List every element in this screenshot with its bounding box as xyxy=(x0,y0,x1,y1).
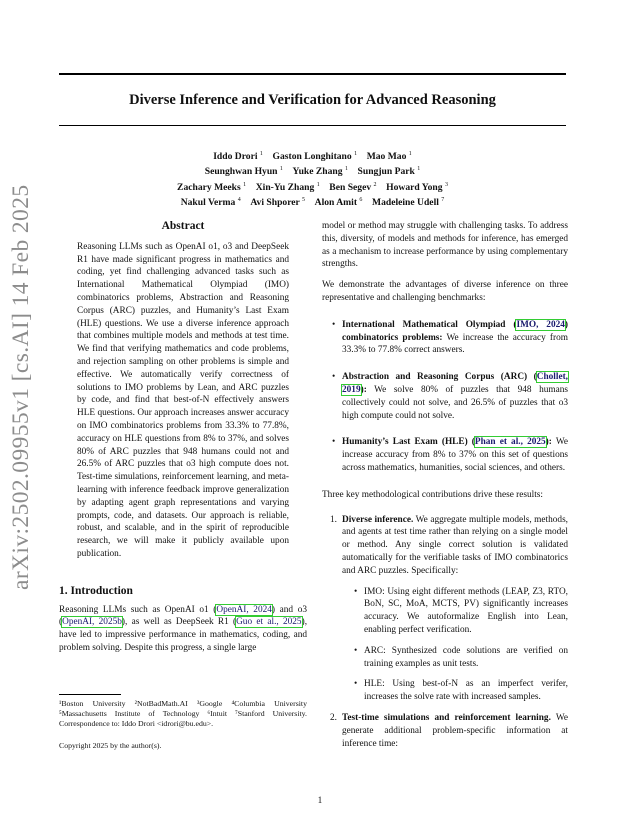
bullet-icon: • xyxy=(354,679,358,690)
author-name: Yuke Zhang $^1$ xyxy=(292,166,348,178)
author-name: Seunghwan Hyun $^1$ xyxy=(204,166,283,178)
affiliation-marker: 6 xyxy=(359,196,363,203)
affiliations-footnote: ¹Boston University ²NotBadMath.AI ³Google ⁴Columbia University ⁵Massachusetts Institute of Technology ⁶Intuit ⁷Stanford University. Correspondence to: Iddo Drori <idrori@bu.edu>. xyxy=(59,699,307,729)
paragraph: We demonstrate the advantages of diverse inference on three representative and challenging benchmarks: xyxy=(322,280,568,303)
affiliation-marker: 2 xyxy=(373,181,377,188)
list-item: • Humanity’s Last Exam (HLE) (Phan et al., 2025): We increase accuracy from 8% to 37% on this set of questions across mathematics, humanities, social sciences, and others. xyxy=(332,437,568,473)
paper-title: Diverse Inference and Verification for Advanced Reasoning xyxy=(129,92,496,108)
author-name: Madeleine Udell $^7$ xyxy=(372,196,445,208)
author-name: Mao Mao $^1$ xyxy=(366,151,412,163)
footnote-rule xyxy=(59,694,121,695)
bullet-icon: • xyxy=(332,372,336,383)
intro-heading: 1. Introduction xyxy=(59,584,133,597)
author-name: Alon Amit $^6$ xyxy=(314,196,363,208)
right-column xyxy=(322,220,568,758)
list-item: • HLE: Using best-of-N as an imperfect verifer, increases the solve rate with increased samples. xyxy=(354,679,568,703)
affiliation-marker: 1 xyxy=(417,166,421,173)
arxiv-identifier: arXiv:2502.09955v1 [cs.AI] 14 Feb 2025 xyxy=(8,184,34,590)
list-number: 1. xyxy=(330,514,337,525)
list-item: • International Mathematical Olympiad (IMO, 2024) combinatorics problems: We increase the accuracy from 33.3% to 77.8% correct answers. xyxy=(332,319,569,356)
affiliation-marker: 3 xyxy=(444,181,448,188)
list-item: • IMO: Using eight different methods (LEAP, Z3, RTO, BoN, SC, MoA, MCTS, PV) significantly increases accuracy. We autoformalize English into Lean, enabling perfect verification. xyxy=(354,586,568,635)
author-name: Howard Yong $^3$ xyxy=(386,181,448,193)
author-name: Xin-Yu Zhang $^1$ xyxy=(255,181,320,193)
author-line xyxy=(90,148,535,163)
author-name: Zachary Meeks $^1$ xyxy=(177,181,247,193)
sub-list xyxy=(342,586,568,704)
citation-link[interactable]: OpenAI, 2024 xyxy=(216,604,272,615)
author-line xyxy=(90,163,535,178)
abstract-text: Reasoning LLMs such as OpenAI o1, o3 and DeepSeek R1 have made significant progress in mathematics and coding, yet find challenging advanced tasks such as International Mathematical Olympiad (IMO) combinatorics problems, Abstraction and Reasoning Corpus (ARC) puzzles, and Humanity’s Last Exam (HLE) questions. We use a diverse inference approach that combines multiple models and methods at test time. We find that verifying mathematics and code problems, and rejection sampling on other problems is simple and effective. We automatically verify correctness of solutions to IMO problems by Lean, and ARC puzzles by code, and find that best-of-N effectively answers HLE questions. Our approach increases answer accuracy on IMO combinatorics problems from 33.3% to 77.8%, accuracy on HLE questions from 8% to 37%, and solves 80% of ARC puzzles that 948 humans could not and 26.5% of ARC puzzles that o3 high compute does not. Test-time simulations, reinforcement learning, and meta-learning with inference feedback improve generalization by adapting agent graph representations and varying prompts, code, and datasets. Our approach is reliable, robust, and scalable, and in the spirit of reproducible research, we will make it publicly available upon publication. xyxy=(77,241,289,559)
author-list xyxy=(90,148,535,209)
affiliation-marker: 1 xyxy=(354,151,358,157)
affiliation-marker: 1 xyxy=(279,166,283,173)
affiliation-marker: 1 xyxy=(408,151,412,157)
paragraph: model or method may struggle with challenging tasks. To address this, diversity, of models and methods for inference, has emerged as a mechanism to increase performance by using complementary strengths. xyxy=(322,221,568,270)
list-item: • ARC: Synthesized code solutions are verified on training examples as unit tests. xyxy=(354,645,568,669)
top-rule-thin xyxy=(59,125,566,126)
affiliation-marker: 1 xyxy=(344,166,348,173)
list-item: 1. Diverse inference. We aggregate multiple models, methods, and agents at test time rather than relying on a single model or method. Any single correct solution is validated automatically for the verifiable tasks of IMO combinatorics and ARC puzzles. Specifically: • IMO: Using eight different methods (LEAP, Z3, RTO, BoN, SC, MoA, MCTS, PV) significantly increases accuracy. We autoformalize English into Lean, enabling perfect verification. • ARC: Synthesized code solutions are verified on training examples as unit tests. • HLE: Using best-of-N as an imperfect verifer, increases the solve rate with increased samples. xyxy=(330,514,569,703)
paragraph: Three key methodological contributions drive these results: xyxy=(322,489,544,500)
citation-link[interactable]: Phan et al., 2025 xyxy=(474,437,546,448)
intro-paragraph: Reasoning LLMs such as OpenAI o1 (OpenAI, 2024) and o3 (OpenAI, 2025b), as well as DeepSeek R1 (Guo et al., 2025), have led to impressive performance in mathematics, coding, and problem solving. Despite this progress, a single large xyxy=(59,604,308,653)
contribution-list xyxy=(322,514,568,751)
author-name: Ben Segev $^2$ xyxy=(329,181,377,193)
author-line xyxy=(90,194,535,209)
bullet-icon: • xyxy=(354,586,358,597)
bullet-icon: • xyxy=(354,645,358,656)
bullet-icon: • xyxy=(332,437,336,448)
page-number: 1 xyxy=(317,796,323,806)
citation-link[interactable]: Guo et al., 2025 xyxy=(236,617,302,628)
abstract-heading: Abstract xyxy=(161,220,205,232)
affiliation-marker: 5 xyxy=(302,196,306,203)
left-column xyxy=(59,220,307,655)
bullet-icon: • xyxy=(332,319,336,330)
affiliation-marker: 7 xyxy=(441,196,445,203)
author-name: Nakul Verma $^4$ xyxy=(180,196,241,208)
affiliation-marker: 4 xyxy=(237,196,241,203)
top-rule-thick xyxy=(59,73,566,75)
list-item: • Abstraction and Reasoning Corpus (ARC) (Chollet, 2019): We solve 80% of puzzles that 948 humans collectively could not solve, and 26.5% of puzzles that o3 high compute could not solve. xyxy=(332,372,568,421)
benchmark-list xyxy=(322,319,568,475)
citation-link[interactable]: Chollet, 2019 xyxy=(342,372,568,395)
affiliation-marker: 1 xyxy=(316,181,320,188)
copyright-notice: Copyright 2025 by the author(s). xyxy=(59,741,162,750)
author-name: Gaston Longhitano $^1$ xyxy=(272,151,358,163)
author-line xyxy=(90,178,535,193)
citation-link[interactable]: OpenAI, 2025b xyxy=(62,617,122,628)
author-name: Avi Shporer $^5$ xyxy=(250,196,306,208)
affiliation-marker: 1 xyxy=(243,181,247,188)
list-item: 2. Test-time simulations and reinforcement learning. We generate additional problem-specific information at inference time: xyxy=(330,712,568,749)
citation-link[interactable]: IMO, 2024 xyxy=(516,319,565,330)
list-number: 2. xyxy=(330,712,337,723)
affiliation-marker: 1 xyxy=(259,151,263,157)
author-name: Iddo Drori $^1$ xyxy=(213,151,263,163)
author-name: Sungjun Park $^1$ xyxy=(357,166,421,178)
